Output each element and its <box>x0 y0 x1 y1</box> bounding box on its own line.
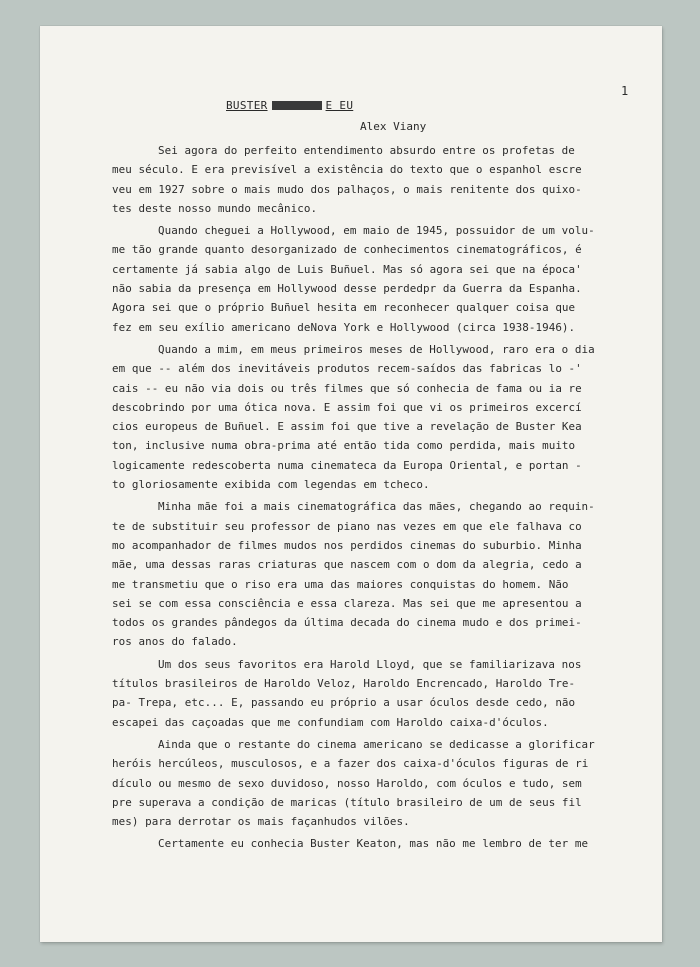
text-line: Um dos seus favoritos era Harold Lloyd, que se familiarizava nos <box>158 657 582 671</box>
text-line: logicamente redescoberta numa cinemateca da Europa Oriental, e portan - <box>112 458 582 472</box>
text-line: to gloriosamente exibida com legendas em tcheco. <box>112 478 430 492</box>
text-line: não sabia da presença em Hollywood desse perdedpr da Guerra da Espanha. <box>112 282 582 296</box>
text-line: Certamente eu conhecia Buster Keaton, mas não me lembro de ter me <box>158 837 589 851</box>
text-line: me transmetiu que o riso era uma das maiores conquistas do homem. Não <box>112 577 569 591</box>
text-line: heróis hercúleos, musculosos, e a fazer dos caixa-d'óculos figuras de ri <box>112 757 589 771</box>
text-line: certamente já sabia algo de Luis Buñuel. Mas só agora sei que na época' <box>112 262 582 276</box>
text-line: descobrindo por uma ótica nova. E assim foi que vi os primeiros excercí <box>112 400 582 414</box>
page-number: 1 <box>621 84 629 98</box>
text-line: meu século. E era previsível a existência do texto que o espanhol escre <box>112 163 582 177</box>
author-name: Alex Viany <box>360 120 427 133</box>
text-line: Sei agora do perfeito entendimento absurdo entre os profetas de <box>158 144 575 157</box>
text-line: veu em 1927 sobre o mais mudo dos palhaços, o mais renitente dos quixo- <box>112 182 582 196</box>
text-line: Agora sei que o próprio Buñuel hesita em reconhecer qualquer coisa que <box>112 301 576 315</box>
text-line: Ainda que o restante do cinema americano se dedicasse a glorificar <box>158 737 595 751</box>
document-title <box>226 99 353 112</box>
text-line: me tão grande quanto desorganizado de conhecimentos cinematográficos, é <box>112 243 582 257</box>
text-line: todos os grandes pândegos da última decada do cinema mudo e dos primei- <box>112 616 582 630</box>
text-line: ton, inclusive numa obra-prima até então tida como perdida, mais muito <box>112 439 576 453</box>
title-word-e-eu: E EU <box>325 99 354 112</box>
text-line: Quando a mim, em meus primeiros meses de Hollywood, raro era o dia <box>158 342 595 356</box>
text-line: te de substituir seu professor de piano nas vezes em que ele falhava co <box>112 519 582 533</box>
text-line: cais -- eu não via dois ou três filmes que só conhecia de fama ou ia re <box>112 381 582 395</box>
text-line: pa- Trepa, etc... E, passando eu próprio a usar óculos desde cedo, não <box>112 696 576 710</box>
text-line: mãe, uma dessas raras criaturas que nascem com o dom da alegria, cedo a <box>112 558 582 572</box>
text-line: Minha mãe foi a mais cinematográfica das mães, chegando ao requin- <box>158 500 595 514</box>
text-line: escapei das caçoadas que me confundiam com Haroldo caixa-d'óculos. <box>112 715 549 729</box>
text-line: fez em seu exílio americano deNova York e Hollywood (circa 1938-1946). <box>112 320 576 334</box>
text-line: mes) para derrotar os mais façanhudos vilões. <box>112 815 410 829</box>
text-line: em que -- além dos inevitáveis produtos recem-saídos das fabricas lo -' <box>112 362 582 376</box>
text-line: tes deste nosso mundo mecânico. <box>112 201 318 215</box>
text-line: pre superava a condição de maricas (título brasileiro de um de seus fil <box>112 795 582 809</box>
text-line: cios europeus de Buñuel. E assim foi que tive a revelação de Buster Kea <box>112 420 582 434</box>
body-text <box>112 141 652 854</box>
text-line: ros anos do falado. <box>112 635 238 649</box>
text-line: mo acompanhador de filmes mudos nos perdidos cinemas do suburbio. Minha <box>112 538 582 552</box>
text-line: sei se com essa consciência e essa clareza. Mas sei que me apresentou a <box>112 596 582 610</box>
text-line: dículo ou mesmo de sexo duvidoso, nosso Haroldo, com óculos e tudo, sem <box>112 776 582 790</box>
title-word-buster: BUSTER <box>226 99 268 112</box>
text-line: Quando cheguei a Hollywood, em maio de 1945, possuidor de um volu- <box>158 224 595 238</box>
text-line: títulos brasileiros de Haroldo Veloz, Haroldo Encrencado, Haroldo Tre- <box>112 677 576 691</box>
struck-out-word <box>272 101 322 110</box>
